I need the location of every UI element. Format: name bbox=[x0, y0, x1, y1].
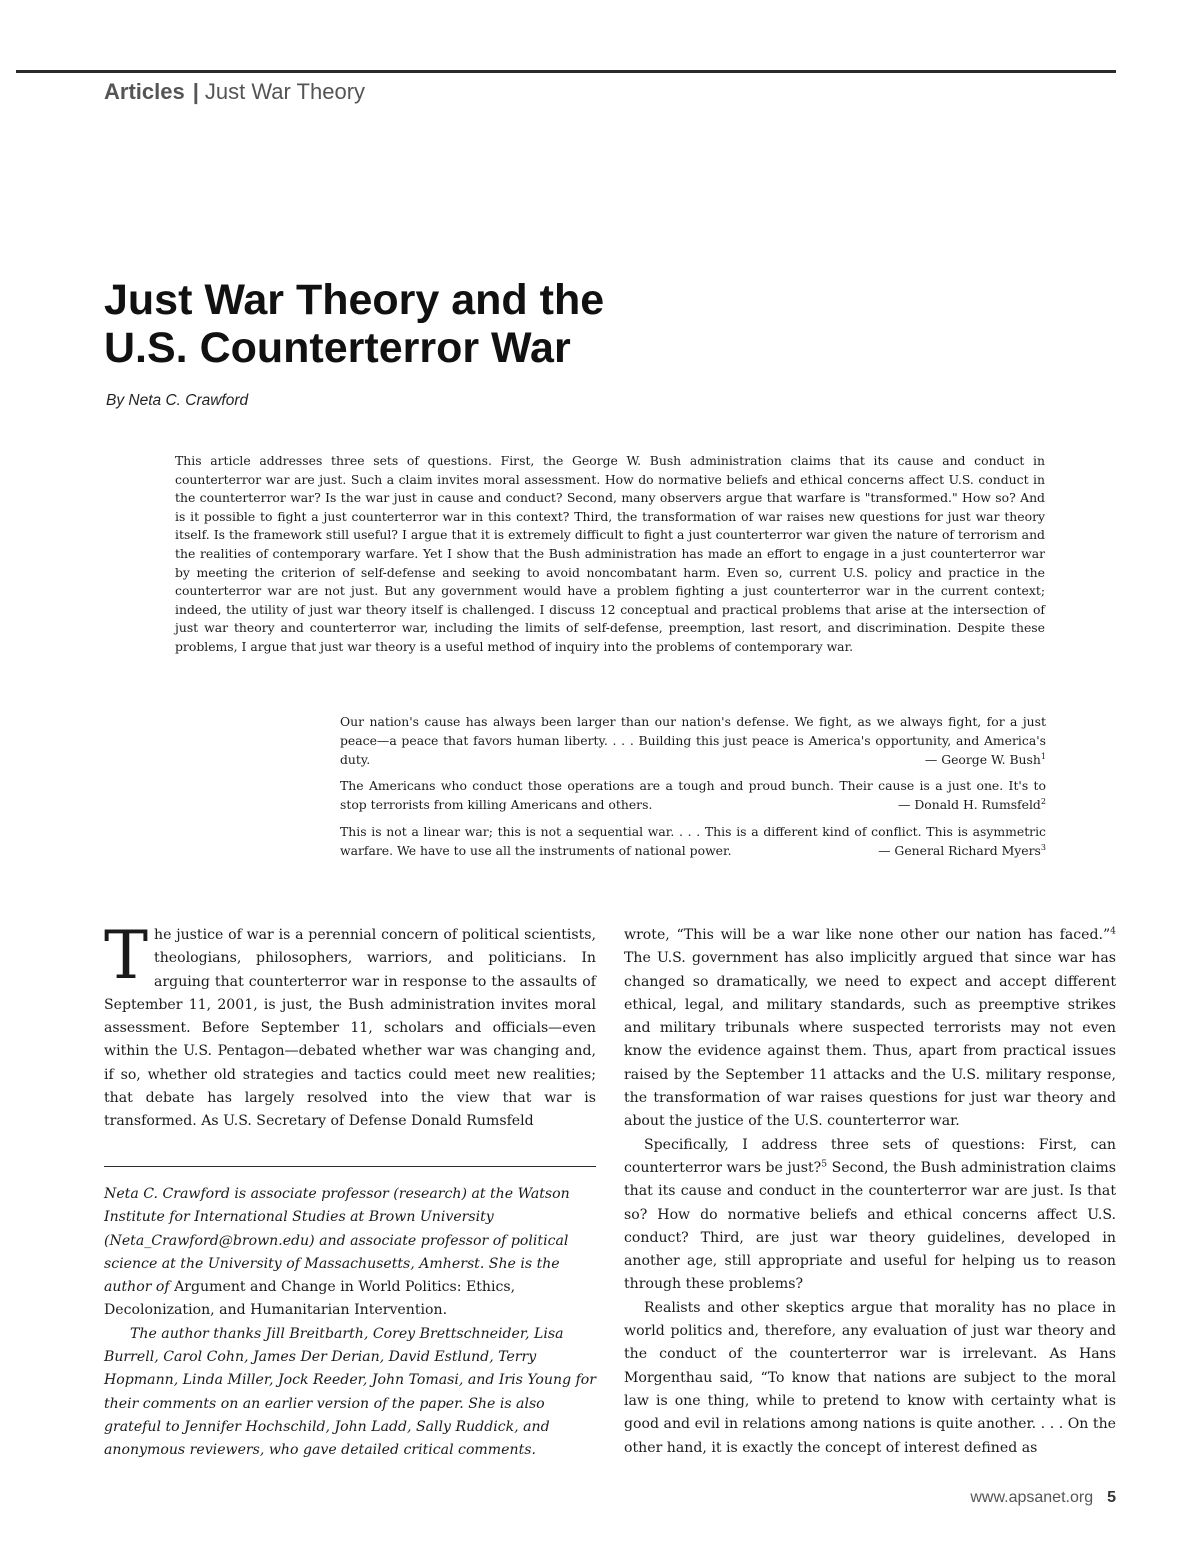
topic-label: Just War Theory bbox=[204, 79, 366, 104]
section-label: Articles bbox=[104, 79, 185, 104]
body-paragraph: wrote, “This will be a war like none other our nation has faced.”$^4$ The U.S. government has also implicitly argued that since war has changed so dramatically, we need to expect and accept different ethical, legal, and military standards, such as preemptive strikes and military tribunals where suspected terrorists may not even know the evidence against them. Thus, apart from practical issues raised by the September 11 attacks and the U.S. military response, the transformation of war raises questions for just war theory and about the justice of the U.S. counterterror war. bbox=[624, 925, 1116, 1130]
body-paragraph: Realists and other skeptics argue that morality has no place in world politics and, therefore, any evaluation of just war theory and the conduct of the counterterror war is irrelevant. As Hans Morgenthau said, “To know that nations are subject to the moral law is one thing, while to pretend to know with certainty what is good and evil in relations among nations is quite another. . . . On the other hand, it is exactly the concept of interest defined as bbox=[624, 1299, 1116, 1456]
page-number: 5 bbox=[1107, 1489, 1116, 1506]
epigraph-source: — Donald H. Rumsfeld$^2$ bbox=[898, 797, 1046, 813]
note-ref: 3 bbox=[1040, 842, 1046, 852]
footer-url[interactable]: www.apsanet.org bbox=[970, 1489, 1094, 1506]
abstract: This article addresses three sets of questions. First, the George W. Bush administration claims that its cause and conduct in counterterror war are just. Such a claim invites moral assessment. How do normative beliefs and ethical concerns affect U.S. conduct in the counterterror war? Is the war just in cause and conduct? Second, many observers argue that warfare is "transformed." How so? And is it possible to fight a just counterterror war in this context? Third, the transformation of war raises new questions for just war theory itself. Is the framework still useful? I argue that it is extremely difficult to fight a just counterterror war given the nature of terrorism and the realities of contemporary warfare. Yet I show that the Bush administration has made an effort to engage in a just counterterror war by meeting the criterion of self-defense and seeking to avoid noncombatant harm. Even so, current U.S. policy and practice in the counterterror war are not just. But any government would have a problem fighting a just counterterror war in the current context; indeed, the utility of just war theory itself is challenged. I discuss 12 conceptual and practical problems that arise at the intersection of just war theory and counterterror war, including the limits of self-defense, preemption, last resort, and discrimination. Despite these problems, I argue that just war theory is a useful method of inquiry into the problems of contemporary war. bbox=[175, 453, 1045, 654]
body-column-right bbox=[624, 924, 1116, 1460]
running-head-separator: | bbox=[192, 79, 199, 104]
epigraph-myers bbox=[340, 823, 1046, 861]
page-footer bbox=[970, 1489, 1116, 1507]
note-ref: 2 bbox=[1040, 797, 1046, 807]
epigraphs bbox=[340, 713, 1046, 869]
body-paragraph: The justice of war is a perennial concern of political scientists, theologians, philosophers, warriors, and politicians. In arguing that counterterror war in response to the assaults of September 11, 2001, is just, the Bush administration invites moral assessment. Before September 11, scholars and officials—even within the U.S. Pentagon—debated whether war was changing and, if so, whether old strategies and tactics could meet new realities; that debate has largely resolved into the view that war is transformed. As U.S. Secretary of Defense Donald Rumsfeld bbox=[104, 917, 596, 1130]
epigraph-rumsfeld bbox=[340, 777, 1046, 815]
epigraph-text: The Americans who conduct those operations are a tough and proud bunch. Their cause is a just one. It's to stop terrorists from killing Americans and others. bbox=[340, 778, 1046, 813]
epigraph-source: — General Richard Myers$^3$ bbox=[878, 842, 1046, 858]
note-ref: 4 bbox=[1110, 925, 1116, 937]
title-line-1: Just War Theory and the bbox=[104, 276, 605, 324]
title-line-2: U.S. Counterterror War bbox=[104, 324, 571, 372]
epigraph-bush bbox=[340, 713, 1046, 769]
epigraph-text: This is not a linear war; this is not a sequential war. . . . This is a different kind of conflict. This is asymmetric warfare. We have to use all the instruments of national power. bbox=[340, 823, 1046, 858]
acknowledgments: The author thanks Jill Breitbarth, Corey Brettschneider, Lisa Burrell, Carol Cohn, James Der Derian, David Estlund, Terry Hopmann, Linda Miller, Jock Reeder, John Tomasi, and Iris Young for their comments on an earlier version of the paper. She is also grateful to Jennifer Hochschild, John Ladd, Sally Ruddick, and anonymous reviewers, who gave detailed critical comments. bbox=[104, 1325, 597, 1459]
running-head bbox=[104, 79, 365, 105]
body-paragraph: Specifically, I address three sets of questions: First, can counterterror wars be just?$^5$ Second, the Bush administration claims that its cause and conduct in the counterterror war are just. Is that so? How do normative beliefs and ethical concerns affect U.S. conduct? Third, are just war theory guidelines, developed in another age, still appropriate and useful for helping us to reason through these problems? bbox=[624, 1136, 1116, 1293]
epigraph-source: — George W. Bush$^1$ bbox=[924, 751, 1046, 767]
note-ref: 1 bbox=[1040, 751, 1046, 761]
drop-cap: T bbox=[104, 917, 149, 994]
body-column-left bbox=[104, 917, 596, 1134]
epigraph-text: Our nation's cause has always been larger than our nation's defense. We fight, as we always fight, for a just peace—a peace that favors human liberty. . . . Building this just peace is America's opportunity, and America's duty. bbox=[340, 714, 1046, 767]
top-rule bbox=[16, 70, 1116, 73]
note-ref: 5 bbox=[821, 1158, 828, 1170]
article-title bbox=[104, 276, 604, 372]
author-note bbox=[104, 1183, 596, 1463]
book-title: Argument and Change in World Politics: Ethics, Decolonization, and Humanitarian Intervention. bbox=[104, 1279, 516, 1319]
author-bio: Neta C. Crawford is associate professor (research) at the Watson Institute for International Studies at Brown University (Neta_Crawford@brown.edu) and associate professor of political science at the University of Massachusetts, Amherst. She is the author of Argument and Change in World Politics: Ethics, Decolonization, and Humanitarian Intervention. bbox=[104, 1186, 570, 1319]
footnote-rule bbox=[104, 1166, 596, 1167]
byline: By Neta C. Crawford bbox=[106, 392, 249, 409]
